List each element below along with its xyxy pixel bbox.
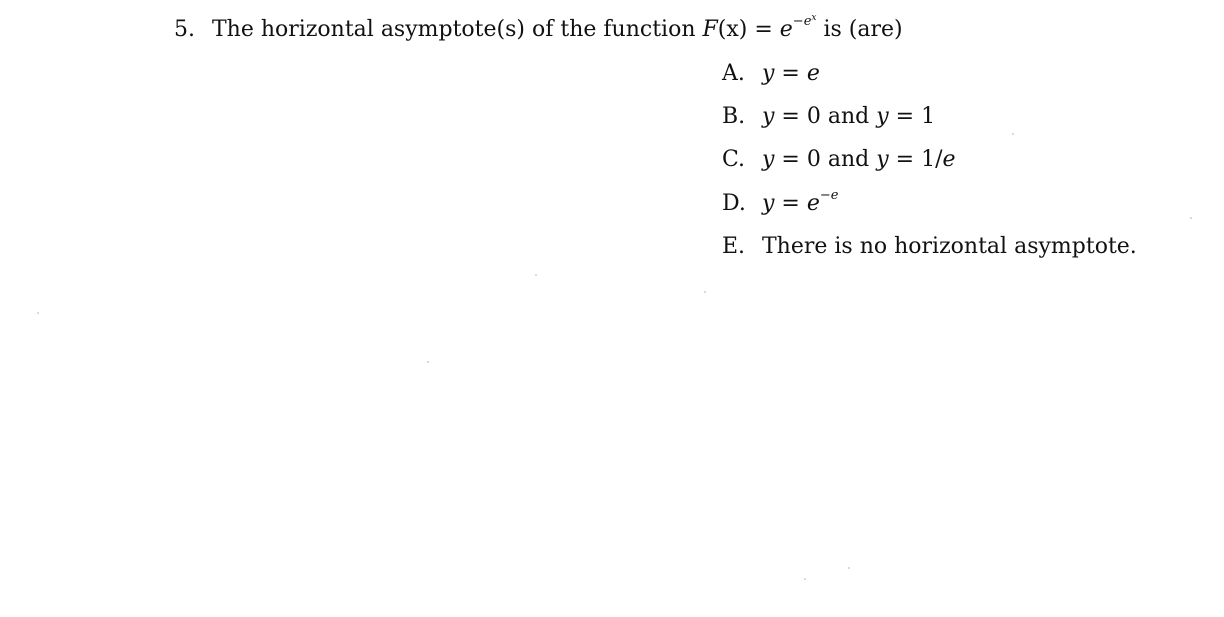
- choice-text: There is no horizontal asymptote.: [762, 233, 1137, 259]
- choice-a[interactable]: [722, 58, 1137, 101]
- math-var-y: y: [876, 147, 889, 173]
- question-text-after: is (are): [823, 17, 903, 42]
- question-5: [174, 14, 903, 46]
- choice-letter: A.: [722, 61, 745, 86]
- math-var-y: y: [762, 190, 775, 216]
- exponent-base: e: [803, 14, 812, 29]
- choice-text: = 1/: [888, 147, 943, 173]
- exponential-base: e: [779, 17, 793, 42]
- exponent-power: x: [811, 13, 817, 23]
- choice-text: =: [774, 61, 807, 86]
- scan-speck: [37, 312, 39, 314]
- math-var-e: e: [942, 147, 956, 173]
- scan-speck: [427, 361, 429, 363]
- scan-speck: [1012, 133, 1014, 135]
- math-var-y: y: [762, 61, 775, 86]
- choice-text: = 0 and: [774, 147, 877, 173]
- choice-c[interactable]: [722, 144, 1137, 187]
- math-var-y: y: [762, 104, 775, 130]
- question-number: 5.: [174, 17, 195, 42]
- function-arg: (x): [717, 17, 748, 42]
- choice-text: =: [774, 190, 807, 216]
- choice-e[interactable]: [722, 231, 1137, 274]
- math-var-e: e: [806, 61, 820, 86]
- exponent-sign: −: [792, 14, 804, 29]
- exponent: [793, 14, 817, 29]
- choice-text: = 1: [888, 104, 936, 130]
- math-var-e: e: [806, 190, 820, 216]
- choice-d[interactable]: [722, 188, 1137, 231]
- question-text: The horizontal asymptote(s) of the function: [212, 17, 696, 42]
- math-var-y: y: [762, 147, 775, 173]
- scan-speck: [535, 274, 537, 276]
- choice-letter: C.: [722, 147, 746, 173]
- choice-text: = 0 and: [774, 104, 877, 130]
- function-name: F: [702, 17, 718, 42]
- choice-letter: E.: [722, 233, 746, 259]
- choice-letter: B.: [722, 104, 746, 130]
- equals-sign: =: [754, 17, 773, 42]
- scan-speck: [848, 567, 850, 569]
- choice-b[interactable]: [722, 101, 1137, 144]
- scan-speck: [704, 291, 706, 293]
- choice-letter: D.: [722, 190, 746, 216]
- math-var-y: y: [876, 104, 889, 130]
- choice-d-exponent: −e: [819, 187, 839, 203]
- scan-speck: [804, 578, 806, 580]
- scan-speck: [1190, 217, 1192, 219]
- answer-choices: [722, 58, 1137, 274]
